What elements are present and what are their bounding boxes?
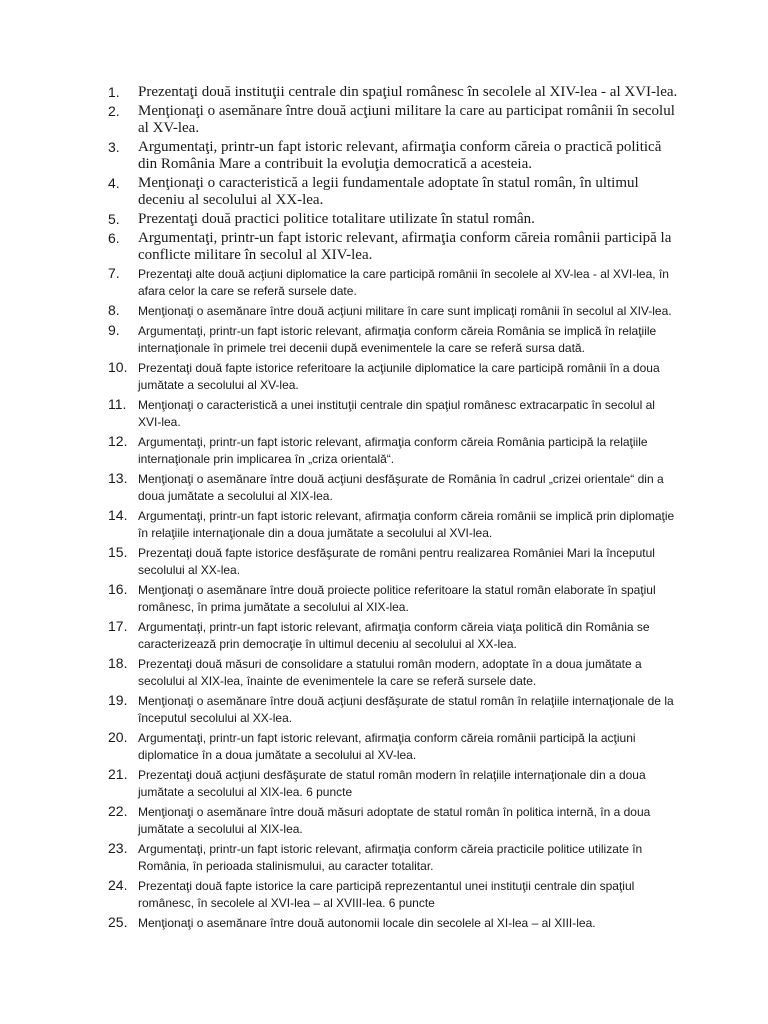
item-text: Argumentaţi, printr-un fapt istoric relevant, afirmaţia conform căreia viaţa politică din România se caracterizează prin democraţie în ultimul deceniu al secolului al XX-lea. (138, 620, 650, 651)
list-item (0, 693, 768, 727)
list-item (0, 619, 768, 653)
item-number: 21. (108, 766, 128, 782)
question-list (0, 84, 768, 935)
item-text: Argumentaţi, printr-un fapt istoric relevant, afirmaţia conform căreia România participă la relaţiile internaţionale prin implicarea în „criza orientală“. (138, 435, 648, 466)
list-item (0, 211, 768, 228)
list-item (0, 841, 768, 875)
item-number: 7. (108, 265, 120, 281)
item-number: 20. (108, 729, 128, 745)
list-item (0, 175, 768, 209)
list-item (0, 323, 768, 357)
item-number: 19. (108, 692, 128, 708)
item-text: Prezentaţi două măsuri de consolidare a statului român modern, adoptate în a doua jumătate a secolului al XIX-lea, înainte de evenimentele la care se referă sursele date. (138, 657, 642, 688)
item-number: 12. (108, 433, 128, 449)
item-number: 8. (108, 302, 120, 318)
item-text: Menţionaţi o asemănare între două acţiuni militare în care sunt implicaţi românii în secolul al XIV-lea. (138, 304, 672, 318)
item-text: Prezentaţi două fapte istorice referitoare la acţiunile diplomatice la care participă românii în a doua jumătate a secolului al XV-lea. (138, 361, 660, 392)
item-text: Argumentaţi, printr-un fapt istoric relevant, afirmaţia conform căreia românii participă la acţiuni diplomatice în a doua jumătate a secolului al XV-lea. (138, 731, 636, 762)
item-number: 4. (108, 175, 120, 191)
list-item (0, 471, 768, 505)
item-text: Argumentaţi, printr-un fapt istoric relevant, afirmaţia conform căreia România se implică în relaţiile internaţionale în primele trei decenii după evenimentele la care se referă sursa dată. (138, 324, 657, 355)
item-number: 24. (108, 877, 128, 893)
list-item (0, 656, 768, 690)
item-number: 3. (108, 139, 120, 155)
item-number: 25. (108, 914, 128, 930)
list-item (0, 397, 768, 431)
list-item (0, 767, 768, 801)
item-number: 10. (108, 359, 128, 375)
item-number: 23. (108, 840, 128, 856)
item-number: 13. (108, 470, 128, 486)
item-number: 5. (108, 211, 120, 227)
item-number: 11. (108, 396, 127, 412)
item-text: Prezentaţi două instituţii centrale din spaţiul românesc în secolele al XIV-lea - al XVI-lea. (138, 84, 678, 100)
item-number: 18. (108, 655, 128, 671)
item-text: Prezentaţi două practici politice totalitare utilizate în statul român. (138, 211, 535, 227)
item-text: Argumentaţi, printr-un fapt istoric relevant, afirmaţia conform căreia românii se implică prin diplomaţie în relaţiile internaţionale din a doua jumătate a secolului al XVI-lea. (138, 509, 675, 540)
list-item (0, 804, 768, 838)
item-number: 17. (108, 618, 128, 634)
item-number: 1. (108, 84, 120, 100)
list-item (0, 878, 768, 912)
list-item (0, 303, 768, 320)
list-item (0, 230, 768, 264)
item-text: Menţionaţi o asemănare între două acţiuni desfăşurate de România în cadrul „crizei orientale“ din a doua jumătate a secolului al XIX-lea. (138, 472, 664, 503)
item-text: Prezentaţi două acţiuni desfăşurate de statul român modern în relaţiile internaţionale din a doua jumătate a secolului al XIX-lea. 6 puncte (138, 768, 646, 799)
item-text: Menţionaţi o asemănare între două autonomii locale din secolele al XI-lea – al XIII-lea. (138, 916, 596, 930)
list-item (0, 360, 768, 394)
item-number: 22. (108, 803, 128, 819)
item-text: Prezentaţi alte două acţiuni diplomatice la care participă românii în secolele al XV-lea - al XVI-lea, în afara celor la care se referă sursele date. (138, 267, 669, 298)
list-item (0, 103, 768, 137)
item-text: Argumentaţi, printr-un fapt istoric relevant, afirmaţia conform căreia românii participă la conflicte militare în secolul al XIV-lea. (138, 230, 672, 263)
item-number: 14. (108, 507, 128, 523)
list-item (0, 508, 768, 542)
item-number: 16. (108, 581, 128, 597)
item-text: Menţionaţi o asemănare între două proiecte politice referitoare la statul român elaborate în spaţiul românesc, în prima jumătate a secolului al XIX-lea. (138, 583, 656, 614)
item-number: 9. (108, 322, 120, 338)
list-item (0, 84, 768, 101)
item-text: Prezentaţi două fapte istorice desfăşurate de români pentru realizarea României Mari la începutul secolului al XX-lea. (138, 546, 655, 577)
list-item (0, 582, 768, 616)
item-text: Menţionaţi o caracteristică a legii fundamentale adoptate în statul român, în ultimul deceniu al secolului al XX-lea. (138, 175, 639, 208)
list-item (0, 266, 768, 300)
item-number: 6. (108, 230, 120, 246)
list-item (0, 730, 768, 764)
list-item (0, 915, 768, 932)
item-text: Menţionaţi o asemănare între două acţiuni desfăşurate de statul român în relaţiile internaţionale de la începutul secolului al XX-lea. (138, 694, 674, 725)
item-text: Menţionaţi o asemănare între două măsuri adoptate de statul român în politica internă, în a doua jumătate a secolului al XIX-lea. (138, 805, 651, 836)
item-number: 15. (108, 544, 128, 560)
item-text: Argumentaţi, printr-un fapt istoric relevant, afirmaţia conform căreia practicile politice utilizate în România, în perioada stalinismului, au caracter totalitar. (138, 842, 643, 873)
item-text: Argumentaţi, printr-un fapt istoric relevant, afirmaţia conform căreia o practică politică din România Mare a contribuit la evoluţia democratică a acesteia. (138, 139, 662, 172)
item-text: Prezentaţi două fapte istorice la care participă reprezentantul unei instituţii centrale din spaţiul românesc, în secolele al XVI-lea – al XVIII-lea. 6 puncte (138, 879, 635, 910)
list-item (0, 434, 768, 468)
list-item (0, 139, 768, 173)
item-text: Menţionaţi o asemănare între două acţiuni militare la care au participat românii în secolul al XV-lea. (138, 103, 675, 136)
list-item (0, 545, 768, 579)
item-number: 2. (108, 103, 120, 119)
item-text: Menţionaţi o caracteristică a unei instituţii centrale din spaţiul românesc extracarpatic în secolul al XVI-lea. (138, 398, 655, 429)
